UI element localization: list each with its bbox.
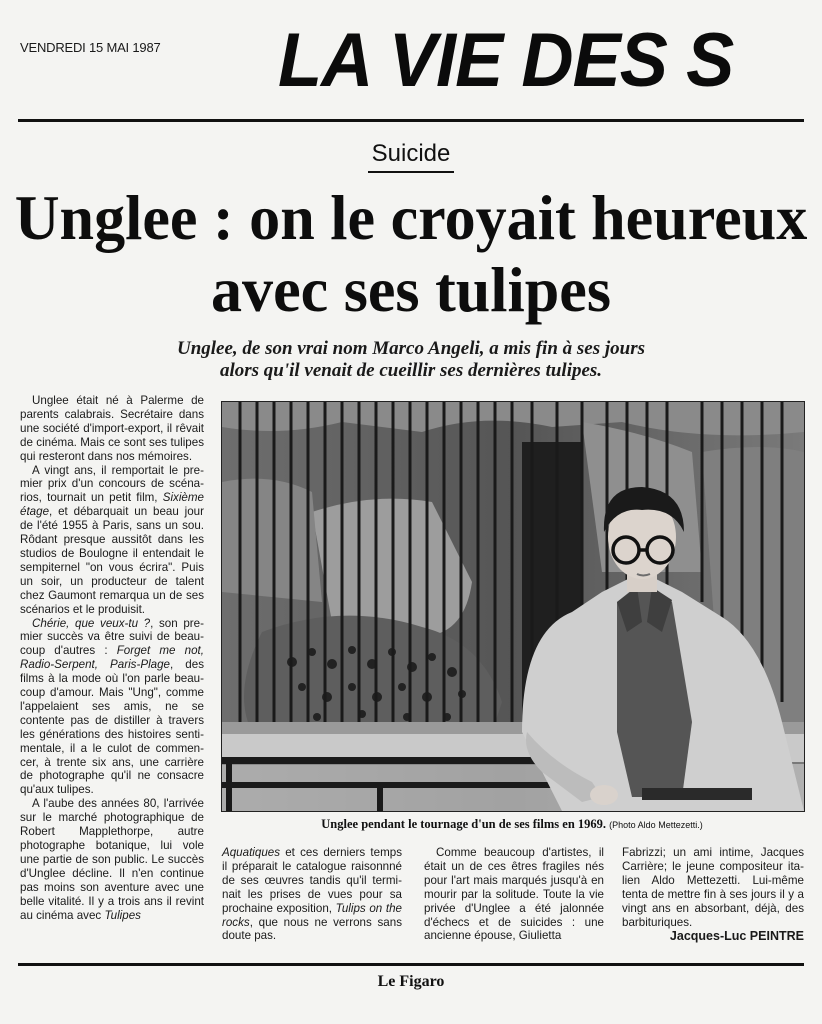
author-byline: Jacques-Luc PEINTRE: [669, 929, 804, 944]
film-title: Sixième étage: [20, 491, 204, 519]
paragraph: Fabrizzi; un ami intime, Jacques Carrière; le jeune compositeur italien Aldo Mettezetti. Lui-même tenta de mettre fin à ses jours il y a vingt ans en absorbant, déjà, des barbituriques.: [622, 846, 804, 929]
paragraph: Unglee était né à Palerme de parents calabrais. Secrétaire dans une société d'import-export, il rêvait de cinéma. Mais ce sont ses tulipes qui resteront dans nos mémoires.: [20, 394, 204, 463]
article-column-1: [20, 394, 204, 922]
film-title: Aquatiques: [222, 846, 281, 859]
photo-credit: (Photo Aldo Mettezetti.): [609, 820, 703, 830]
caption-text: Unglee pendant le tournage d'un de ses films en 1969.: [321, 817, 607, 831]
paragraph: A vingt ans, il remportait le premier prix d'un concours de scénarios, tournait un petit film, Sixième étage, et débarquait un beau jour de l'été 1955 à Paris, sans un sou. Rôdant presque aussitôt dans les studios de Boulogne il entendait le sempiternel "on vous écrira". Puis un soir, un producteur de talent chez Gaumont remarqua un de ses scénarios et le produisit.: [20, 463, 204, 616]
bottom-rule: [18, 963, 804, 966]
headline: Unglee : on le croyait heureux avec ses tulipes: [14, 182, 808, 325]
standfirst-line-1: Unglee, de son vrai nom Marco Angeli, a mis fin à ses jours: [176, 338, 645, 359]
publication-name: Le Figaro: [377, 973, 445, 990]
article-photo: [221, 401, 805, 812]
issue-date: VENDREDI 15 MAI 1987: [20, 40, 161, 55]
article-column-2: [222, 846, 402, 943]
paragraph: Chérie, que veux-tu ?, son premier succès va être suivi de beaucoup d'autres : Forget me not, Radio-Serpent, Paris-Plage, des films à la mode où l'on parle beaucoup d'amour. Mais "Ung", comme l'appelaient ses amis, ne se contente pas de distiller à travers les générations des histoires sentimentale, il a le culot de commencer, à trente six ans, une carrière de photographe qu'il ne consacre qu'aux tulipes.: [20, 616, 204, 797]
top-rule: [18, 119, 804, 122]
exhibition-title: Tulips on the rocks: [222, 901, 402, 929]
film-titles: Forget me not, Radio-Serpent, Paris-Plage: [20, 644, 204, 672]
photo-illustration: [222, 402, 804, 811]
film-title: Chérie, que veux-tu ?: [32, 616, 151, 630]
article-column-3: [424, 846, 604, 943]
film-title: Tulipes: [104, 908, 141, 922]
paragraph: A l'aube des années 80, l'arrivée sur le marché photographique de Robert Mapplethorpe, autre photographe botanique, lui vole une partie de son public. Le succès d'Unglee décline. Il n'en continue pas moins son aventure avec une belle vitalité. Il y a trois ans il revint au cinéma avec Tulipes: [20, 797, 204, 922]
section-masthead: LA VIE DES S: [278, 18, 734, 103]
rubric: [0, 140, 822, 173]
paragraph: Comme beaucoup d'artistes, il était un de ces êtres fragiles nés pour l'art mais marqués jusqu'à en mourir par la solitude. Toute la vie privée d'Unglee a été jalonnée d'échecs et de suicides : une ancienne épouse, Giulietta: [424, 846, 604, 943]
paragraph: Aquatiques et ces derniers temps il préparait le catalogue raisonnné de ses œuvres tandis qu'il terminait les prises de vues pour sa prochaine exposition, Tulips on the rocks, que nous ne verrons sans doute pas.: [222, 846, 402, 943]
standfirst-line-2: alors qu'il venait de cueillir ses dernières tulipes.: [219, 360, 603, 381]
standfirst: [0, 338, 822, 382]
article-column-4: [622, 846, 804, 944]
rubric-label: Suicide: [368, 140, 455, 173]
photo-caption: [221, 817, 803, 832]
